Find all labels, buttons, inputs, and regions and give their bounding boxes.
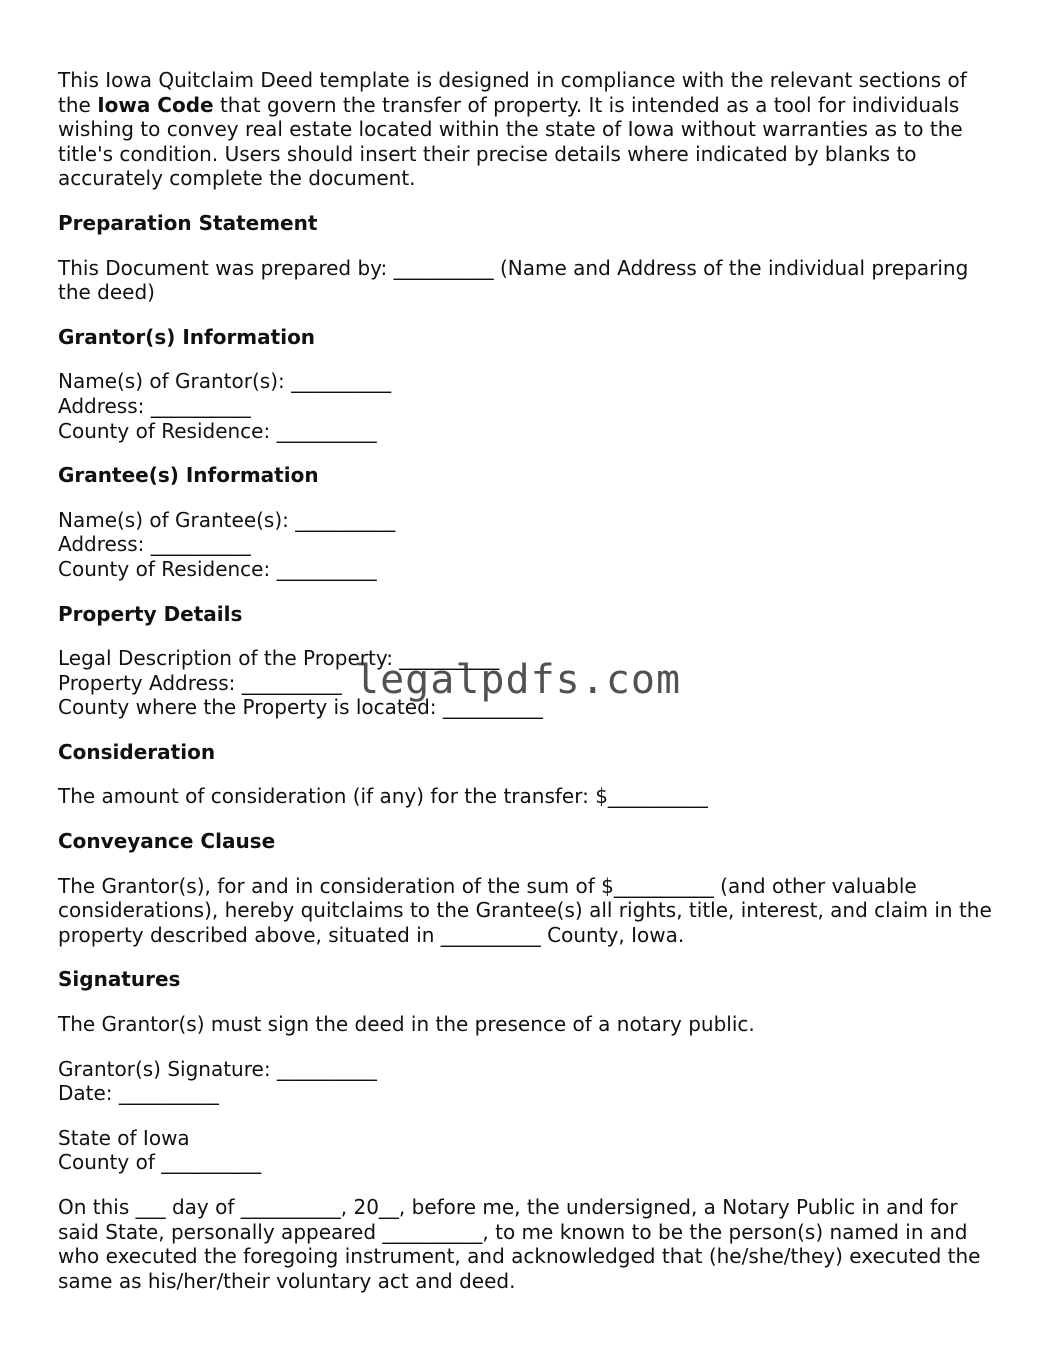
grantor-county-field: County of Residence: __________ xyxy=(58,418,377,443)
intro-paragraph xyxy=(58,68,1003,191)
preparation-heading: Preparation Statement xyxy=(58,210,318,235)
signatures-text: The Grantor(s) must sign the deed in the presence of a notary public. xyxy=(58,1012,755,1037)
grantee-county-field: County of Residence: __________ xyxy=(58,556,377,581)
grantor-signature-field: Grantor(s) Signature: __________ xyxy=(58,1056,377,1081)
grantee-fields xyxy=(58,508,1003,582)
signatures-heading: Signatures xyxy=(58,967,181,992)
intro-text-2: that govern the transfer of property. It is intended as a tool for individuals wishing to convey real estate located within the state of Iowa without warranties as to the title's condition. Users should insert their precise details where indicated by blanks to accurately complete the document. xyxy=(58,92,963,191)
signature-fields xyxy=(58,1057,1003,1106)
grantor-name-field: Name(s) of Grantor(s): __________ xyxy=(58,369,392,394)
grantor-address-field: Address: __________ xyxy=(58,393,251,418)
notary-county-field: County of __________ xyxy=(58,1150,262,1175)
property-heading: Property Details xyxy=(58,601,243,626)
conveyance-text: The Grantor(s), for and in consideration of the sum of $__________ (and other valuable considerations), hereby quitclaims to the Grantee(s) all rights, title, interest, and claim in the property described above, situated in __________ County, Iowa. xyxy=(58,873,992,947)
watermark-text: legalpdfs.com xyxy=(355,657,682,703)
notary-acknowledgment-text: On this ___ day of __________, 20__, before me, the undersigned, a Notary Public in and for said State, personally appeared __________, to me known to be the person(s) named in and who executed the foregoing instrument, and acknowledged that (he/she/they) executed the same as his/her/their voluntary act and deed. xyxy=(58,1195,981,1293)
consideration-heading: Consideration xyxy=(58,739,216,764)
notary-state: State of Iowa xyxy=(58,1125,190,1150)
consideration-text: The amount of consideration (if any) for the transfer: $__________ xyxy=(58,784,708,809)
grantor-fields xyxy=(58,369,1003,443)
property-fields xyxy=(58,646,1003,720)
grantee-heading: Grantee(s) Information xyxy=(58,463,319,488)
property-county-field: County where the Property is located: __________ xyxy=(58,695,543,720)
grantee-address-field: Address: __________ xyxy=(58,532,251,557)
intro-text-1: This Iowa Quitclaim Deed template is designed in compliance with the relevant sections of the xyxy=(58,68,967,117)
conveyance-heading: Conveyance Clause xyxy=(58,829,276,854)
document-page xyxy=(58,68,1003,1313)
grantor-heading: Grantor(s) Information xyxy=(58,324,316,349)
notary-venue xyxy=(58,1126,1003,1175)
property-legal-field: Legal Description of the Property: __________ xyxy=(58,646,500,671)
property-address-field: Property Address: __________ xyxy=(58,670,342,695)
preparation-text: This Document was prepared by: __________ (Name and Address of the individual preparing the deed) xyxy=(58,255,969,305)
iowa-code-bold: Iowa Code xyxy=(97,92,214,117)
signature-date-field: Date: __________ xyxy=(58,1081,219,1106)
grantee-name-field: Name(s) of Grantee(s): __________ xyxy=(58,507,396,532)
